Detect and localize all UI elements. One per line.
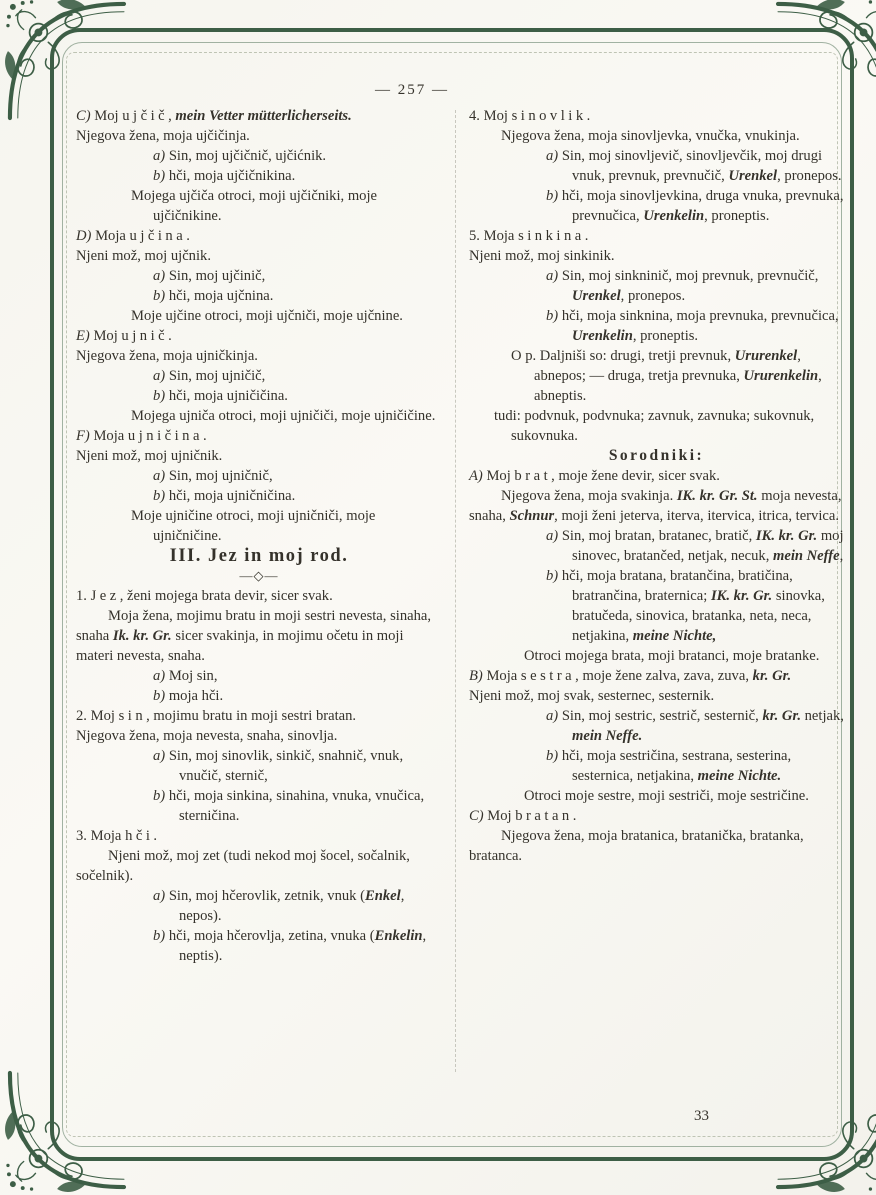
item-label-run: A) [469, 468, 487, 484]
text-run: . [586, 108, 591, 124]
section-heading [469, 446, 844, 466]
emphasis-run: meine Nichte. [697, 768, 782, 784]
section-heading [76, 546, 442, 566]
text-run: Moja [483, 228, 519, 244]
emphasis-run: Ik. kr. Gr. [112, 628, 172, 644]
text-run: hči, moja sinovljevkina, druga vnuka, prevnuka, prevnučica, [561, 188, 844, 224]
entry-F [76, 426, 442, 446]
emphasis-run: kr. Gr. [752, 668, 792, 684]
spaced-term-run: brat [514, 468, 552, 484]
text-run: hči, moja hčerovlja, zetina, vnuka ( [168, 928, 375, 944]
paragraph [469, 786, 844, 806]
item-label-run: F) [76, 428, 94, 444]
text-run: . [584, 228, 589, 244]
item-label-run: a) [153, 668, 169, 684]
entry-B [469, 666, 844, 686]
corner-flourish-top-right-icon [778, 0, 876, 118]
text-run: Otroci mojega brata, moji bratanci, moje bratanke. [524, 648, 820, 664]
text-run: 4. [469, 108, 484, 124]
column-divider [455, 110, 456, 1072]
paragraph [76, 306, 442, 326]
spaced-term-run: ujničina [127, 428, 203, 444]
paragraph [469, 566, 844, 646]
left-column [76, 106, 442, 1072]
text-run: Mojega ujniča otroci, moji ujničiči, moje ujničičine. [131, 408, 436, 424]
text-run: sicer svakinja, in mojimu očetu in moji materi nevesta, snaha. [76, 628, 404, 664]
paragraph [469, 306, 844, 346]
item-label-run: C) [76, 108, 95, 124]
item-label-run: a) [546, 708, 562, 724]
entry-5 [469, 226, 844, 246]
text-run: Moja [90, 828, 126, 844]
text-run: Sin, moj sinovlik, sinkič, snahnič, vnuk, vnučič, sternič, [168, 748, 404, 784]
text-run: Moja [93, 428, 128, 444]
text-run: Sorodniki: [608, 447, 705, 464]
paragraph [469, 686, 844, 706]
paragraph [76, 166, 442, 186]
paragraph [469, 486, 844, 526]
text-run: Moja [486, 668, 521, 684]
text-run: Njegova žena, moja ujčičinja. [76, 128, 250, 144]
text-run: Moje ujčine otroci, moji ujčniči, moje ujčnine. [131, 308, 403, 324]
emphasis-run: Schnur [509, 508, 555, 524]
paragraph [76, 406, 442, 426]
text-run: , pronepos. [620, 288, 686, 304]
paragraph [76, 366, 442, 386]
paragraph [76, 506, 442, 546]
item-label-run: b) [546, 748, 562, 764]
item-label-run: b) [153, 388, 169, 404]
page-number-footer: 33 [694, 1108, 709, 1124]
text-run: . [168, 328, 172, 344]
spaced-term-run: sinkina [518, 228, 585, 244]
text-run: moj sinovec, bratančed, netjak, necuk, [572, 528, 844, 564]
emphasis-run: mein Vetter mütterlicherseits. [175, 108, 352, 124]
paragraph [469, 246, 844, 266]
text-run: , neptis). [179, 928, 427, 964]
text-run: Njegova žena, moja svakinja. [501, 488, 677, 504]
entry-D [76, 226, 442, 246]
text-run: hči, moja sinkina, sinahina, vnuka, vnučica, sterničina. [168, 788, 425, 824]
emphasis-run: IK. kr. Gr. [755, 528, 818, 544]
item-label-run: b) [153, 788, 169, 804]
text-run: hči, moja ujničičina. [168, 388, 288, 404]
text-run: , abneptis. [534, 368, 822, 404]
spaced-term-run: sin [118, 708, 147, 724]
entry-C [76, 106, 442, 126]
entry-3 [76, 826, 442, 846]
text-run: Njeni mož, moj ujničnik. [76, 448, 223, 464]
text-run: . [572, 808, 577, 824]
paragraph [76, 726, 442, 746]
text-run: , moje žene zalva, zava, zuva, [575, 668, 753, 684]
item-label-run: D) [76, 228, 96, 244]
paragraph [76, 786, 442, 826]
paragraph [76, 386, 442, 406]
emphasis-run: IK. kr. Gr. [710, 588, 773, 604]
text-run: Sin, moj sestric, sestrič, sesternič, [561, 708, 763, 724]
spaced-term-run: Jez [90, 588, 120, 604]
text-run: , [839, 548, 844, 564]
text-run: Moj [487, 808, 516, 824]
text-run: Moj sin, [168, 668, 218, 684]
text-run: , [168, 108, 176, 124]
emphasis-run: meine Nichte, [632, 628, 717, 644]
text-run: hči, moja ujčnina. [168, 288, 274, 304]
text-run: hči, moja sinknina, moja prevnuka, prevnučica, [561, 308, 839, 324]
text-run: hči, moja ujničničina. [168, 488, 296, 504]
item-label-run: B) [469, 668, 487, 684]
text-run: Moje ujničine otroci, moji ujničniči, moje ujničničine. [131, 508, 376, 544]
text-run: O p. Daljniši so: drugi, tretji prevnuk, [511, 348, 735, 364]
text-run: Sin, moj ujčičnič, ujčićnik. [168, 148, 327, 164]
spaced-term-run: hči [125, 828, 154, 844]
text-run: Sin, moj bratan, bratanec, bratič, [561, 528, 756, 544]
text-run: Sin, moj sinkninič, moj prevnuk, prevnučič, [561, 268, 819, 284]
text-run: hči, moja sestričina, sestrana, sesterina, sesternica, netjakina, [561, 748, 792, 784]
text-run: Njeni mož, moj ujčnik. [76, 248, 211, 264]
emphasis-run: mein Neffe [773, 548, 840, 564]
text-run: , moji ženi jeterva, iterva, itervica, itrica, tervica. [554, 508, 839, 524]
text-run: Njegova žena, moja ujničkinja. [76, 348, 258, 364]
divider-ornament [76, 566, 442, 586]
corner-flourish-top-left-icon [6, 0, 124, 118]
entry-C2 [469, 806, 844, 826]
text-run: sinovka, bratučeda, sinovica, bratanka, neta, neca, netjakina, [572, 588, 825, 644]
item-label-run: a) [153, 468, 169, 484]
paragraph [76, 266, 442, 286]
text-run: Moj [90, 708, 119, 724]
page-number-header: — 257 — [375, 82, 449, 98]
paragraph [469, 346, 844, 406]
paragraph [469, 526, 844, 566]
text-run: Njeni mož, moj svak, sesternec, sesternik. [469, 688, 715, 704]
item-label-run: b) [153, 288, 169, 304]
text-run: Sin, moj hčerovlik, zetnik, vnuk ( [168, 888, 365, 904]
text-run: netjak, [800, 708, 844, 724]
paragraph [76, 146, 442, 166]
corner-flourish-bottom-right-icon [778, 1073, 876, 1191]
paragraph [469, 706, 844, 746]
entry-2 [76, 706, 442, 726]
text-run: Njeni mož, moj zet (tudi nekod moj šocel, sočalnik, sočelnik). [76, 848, 410, 884]
paragraph [76, 346, 442, 366]
text-run: hči, moja ujčičnikina. [168, 168, 296, 184]
paragraph [469, 646, 844, 666]
corner-flourish-bottom-left-icon [6, 1073, 124, 1191]
text-run: Sin, moj ujčinič, [168, 268, 266, 284]
entry-1 [76, 586, 442, 606]
text-run: Njegova žena, moja sinovljevka, vnučka, vnukinja. [501, 128, 800, 144]
text-run: hči, moja bratana, bratančina, bratičina, bratrančina, braternica; [561, 568, 793, 604]
text-run: 2. [76, 708, 91, 724]
text-run: 1. [76, 588, 91, 604]
text-run: Moj [93, 328, 122, 344]
item-label-run: a) [153, 368, 169, 384]
text-run: Njeni mož, moj sinkinik. [469, 248, 615, 264]
emphasis-run: IK. kr. Gr. St. [676, 488, 758, 504]
text-run: 3. [76, 828, 91, 844]
text-run: moja hči. [168, 688, 224, 704]
emphasis-run: Urenkel [572, 288, 621, 304]
entry-4 [469, 106, 844, 126]
paragraph [76, 926, 442, 966]
emphasis-run: kr. Gr. [762, 708, 801, 724]
text-run: Moj [94, 108, 123, 124]
paragraph [76, 446, 442, 466]
paragraph [76, 246, 442, 266]
entry-A [469, 466, 844, 486]
spaced-term-run: ujčič [122, 108, 169, 124]
paragraph [469, 126, 844, 146]
paragraph [469, 826, 844, 866]
text-run: . [153, 828, 158, 844]
text-run: —◇— [239, 568, 279, 583]
item-label-run: b) [153, 168, 169, 184]
paragraph [76, 886, 442, 926]
text-run: III. Jez in moj rod. [169, 546, 349, 566]
item-label-run: b) [153, 488, 169, 504]
item-label-run: a) [153, 148, 169, 164]
entry-E [76, 326, 442, 346]
item-label-run: a) [153, 268, 169, 284]
emphasis-run: mein Neffe. [572, 728, 643, 744]
emphasis-run: Ururenkelin [743, 368, 819, 384]
text-run: Sin, moj ujničič, [168, 368, 266, 384]
text-run: Moj [486, 468, 515, 484]
paragraph [76, 686, 442, 706]
item-label-run: a) [546, 528, 562, 544]
text-run: Otroci moje sestre, moji sestriči, moje sestričine. [524, 788, 809, 804]
text-run: tudi: podvnuk, podvnuka; zavnuk, zavnuka; sukovnuk, sukovnuka. [494, 408, 815, 444]
item-label-run: b) [153, 928, 169, 944]
text-run: , nepos). [179, 888, 405, 924]
text-run: , abnepos; — druga, tretja prevnuka, [534, 348, 801, 384]
page-content [76, 106, 844, 1072]
emphasis-run: Enkelin [374, 928, 423, 944]
right-column [469, 106, 844, 1072]
text-run: , mojimu bratu in moji sestri bratan. [146, 708, 357, 724]
paragraph [469, 186, 844, 226]
text-run: Moja [95, 228, 130, 244]
paragraph [76, 486, 442, 506]
paragraph [76, 846, 442, 886]
paragraph [76, 666, 442, 686]
item-label-run: a) [153, 888, 169, 904]
item-label-run: b) [153, 688, 169, 704]
item-label-run: b) [546, 308, 562, 324]
paragraph [76, 746, 442, 786]
text-run: , proneptis. [632, 328, 699, 344]
item-label-run: C) [469, 808, 488, 824]
text-run: 5. [469, 228, 484, 244]
spaced-term-run: bratan [515, 808, 573, 824]
paragraph [469, 146, 844, 186]
emphasis-run: Ururenkel [734, 348, 798, 364]
text-run: Njegova žena, moja bratanica, bratanička, bratanka, bratanca. [469, 828, 804, 864]
text-run: Moja žena, mojimu bratu in moji sestri nevesta, sinaha, snaha [76, 608, 432, 644]
emphasis-run: Urenkelin [643, 208, 705, 224]
paragraph [76, 286, 442, 306]
emphasis-run: Enkel [365, 888, 401, 904]
paragraph [76, 126, 442, 146]
text-run: Moj [483, 108, 512, 124]
text-run: , proneptis. [704, 208, 770, 224]
spaced-term-run: ujnič [121, 328, 169, 344]
paragraph [469, 406, 844, 446]
spaced-term-run: sestra [520, 668, 576, 684]
paragraph [76, 186, 442, 226]
emphasis-run: Urenkel [728, 168, 778, 184]
paragraph [76, 606, 442, 666]
spaced-term-run: sinovlik [511, 108, 587, 124]
text-run: moja nevesta, snaha, [469, 488, 842, 524]
item-label-run: E) [76, 328, 94, 344]
paragraph [76, 466, 442, 486]
text-run: Mojega ujčiča otroci, moji ujčičniki, moje ujčičnikine. [131, 188, 377, 224]
item-label-run: b) [546, 568, 562, 584]
paragraph [469, 746, 844, 786]
item-label-run: a) [546, 148, 562, 164]
text-run: , moje žene devir, sicer svak. [551, 468, 720, 484]
item-label-run: a) [153, 748, 169, 764]
spaced-term-run: ujčina [129, 228, 187, 244]
text-run: Njegova žena, moja nevesta, snaha, sinovlja. [76, 728, 338, 744]
emphasis-run: Urenkelin [572, 328, 633, 344]
item-label-run: b) [546, 188, 562, 204]
text-run: , pronepos. [777, 168, 842, 184]
item-label-run: a) [546, 268, 562, 284]
paragraph [469, 266, 844, 306]
text-run: . [202, 428, 207, 444]
text-run: Sin, moj ujničnič, [168, 468, 273, 484]
text-run: . [186, 228, 190, 244]
text-run: Sin, moj sinovljevič, sinovljevčik, moj drugi vnuk, prevnuk, prevnučič, [561, 148, 823, 184]
text-run: , ženi mojega brata devir, sicer svak. [119, 588, 333, 604]
